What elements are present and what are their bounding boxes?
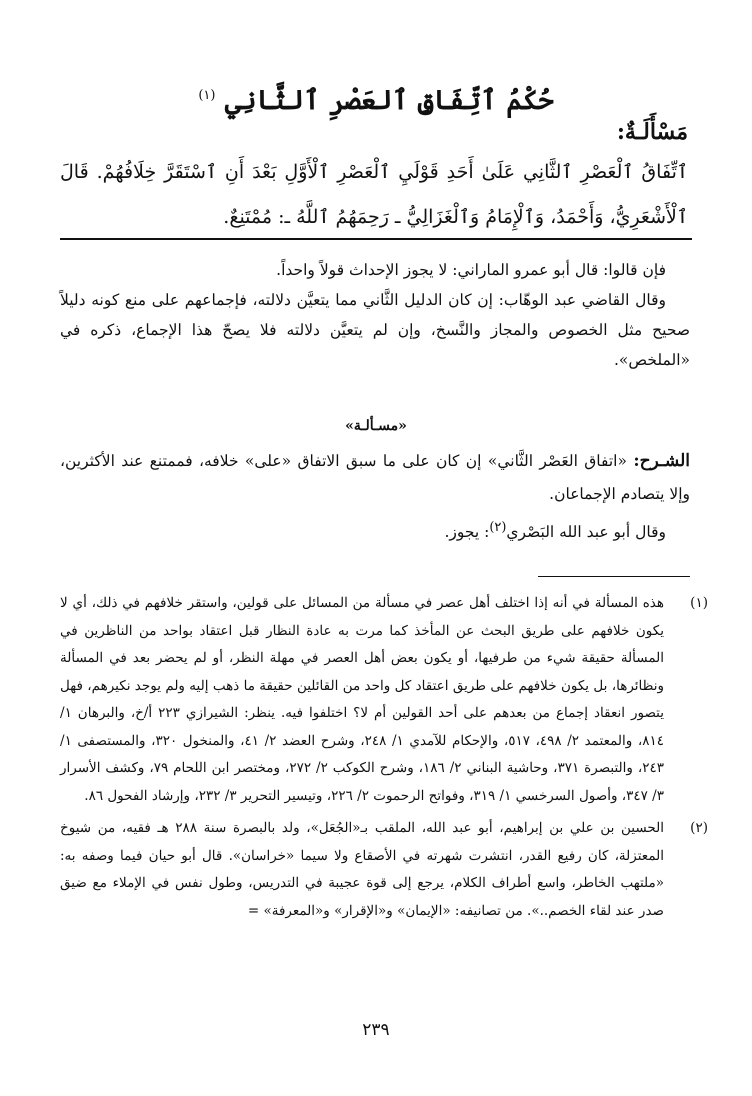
title-footnote-ref[interactable]: (١) xyxy=(198,88,216,103)
sharh-label: الشـرح: xyxy=(633,451,690,471)
matn-divider xyxy=(60,238,692,240)
basri-quote-tail: : يجوز. xyxy=(444,523,490,542)
commentary-paragraph xyxy=(60,445,690,511)
commentary-paragraph: فإن قالوا: قال أبو عمرو الماراني: لا يجوز الإحداث قولاً واحداً. xyxy=(276,261,666,279)
page-title xyxy=(0,76,752,121)
footnotes xyxy=(60,590,708,930)
page-number: ٢٣٩ xyxy=(362,1020,390,1040)
footnote-number: (٢) xyxy=(690,820,708,836)
commentary-paragraph: وقال القاضي عبد الوهّاب: إن كان الدليل الثَّاني مما يتعيَّن دلالته، فإجماعهم على منع كونه دليلاً صحيح مثل الخصوص والمجاز والنَّسخ، وإن لم يتعيَّن دلالته فلا يصحّ هذا الإجماع، ذكره في «الملخص». xyxy=(60,291,690,369)
footnote-item xyxy=(60,590,708,810)
commentary-intro xyxy=(60,255,690,375)
footnote-text: الحسين بن علي بن إبراهيم، أبو عبد الله، الملقب بـ«الجُعَل»، ولد بالبصرة سنة ٢٨٨ هـ فقيه، من شيوخ المعتزلة، كان رفيع القدر، انتشرت شهرته في الأصقاع ولا سيما «خراسان». قال أبو حيان فيما وصفه به: «ملتهب الخاطر، واسع أطراف الكلام، يرجع إلى قوة عجيبة في التدريس، وطول نفس في الإملاء مع ضيق صدر عند لقاء الخصم..». من تصانيفه: «الإيمان» و«الإقرار» و«المعرفة» = xyxy=(60,820,664,919)
masala-heading: مَسْأَلَـةٌ: xyxy=(616,119,688,145)
commentary-main xyxy=(60,445,690,549)
basri-quote-lead: وقال أبو عبد الله البَصْري xyxy=(506,523,666,542)
footnote-item xyxy=(60,815,708,925)
footnote-ref-2[interactable]: (٢) xyxy=(489,520,507,535)
matn-text: ٱتِّفَاقُ ٱلْعَصْرِ ٱلثَّانِي عَلَىٰ أَحَدِ قَوْلَيِ ٱلْعَصْرِ ٱلْأَوَّلِ بَعْدَ أَنِ ٱسْتَقَرَّ خِلَافُهُمْ. قَالَ ٱلْأَشْعَرِيُّ، وَأَحْمَدُ، وَٱلْإِمَامُ وَٱلْغَزَالِيُّ ـ رَحِمَهُمُ ٱللَّهُ ـ: مُمْتَنِعٌ. xyxy=(60,161,688,228)
footnote-text: هذه المسألة في أنه إذا اختلف أهل عصر في مسألة من المسائل على قولين، واستقر خلافهم في ذلك، أي لا يكون خلافهم على طريق البحث عن المأخذ كما مرت به عادة النظار قبل اعتقاد بواحد من الناظرين في المسألة حقيقة شيء من طرفيها، أو يكون بعض أهل العصر في مهلة النظر، أو لم يحضر بعد في المسألة ونظائرها، بل يكون خلافهم على طريق اعتقاد كل واحد من القائلين حقيقة ما ذهب إليه ولم يوجد نكيرهم، فهل يتصور انعقاد إجماع من بعدهم على أحد القولين أم لا؟ اختلفوا فيه. ينظر: الشيرازي ٢٢٣ أ/خ، والبرهان ١/ ٨١٤، والمعتمد ٢/ ٤٩٨، ٥١٧، والإحكام للآمدي ١/ ٢٤٨، وشرح العضد ٢/ ٤١، والمنخول ٣٢٠، والمستصفى ١/ ٢٤٣، والتبصرة ٣٧١، وحاشية البناني ٢/ ١٨٦، وشرح الكوكب ٢/ ٢٧٢، ومختصر ابن اللحام ٧٩، وكشف الأسرار ٣/ ٣٤٧، وأصول السرخسي ١/ ٣١٩، وفواتح الرحموت ٢/ ٢٢٦، وتيسير التحرير ٣/ ٢٣٢، وإرشاد الفحول ٨٦. xyxy=(60,595,664,804)
sharh-text: «اتفاق العَصْر الثَّاني» إن كان على ما سبق الاتفاق «على» خلافه، فممتنع عند الأكثرين، وإلا يتصادم الإجماعان. xyxy=(60,452,690,503)
title-text: حُكْمُ ٱتِّفَاقِ ٱلعَصْرِ ٱلثَّانِي xyxy=(224,85,554,116)
footnote-number: (١) xyxy=(690,595,708,611)
section-subheading: «مسـألـة» xyxy=(345,418,407,434)
commentary-paragraph xyxy=(60,511,690,549)
footnote-separator xyxy=(538,576,690,577)
